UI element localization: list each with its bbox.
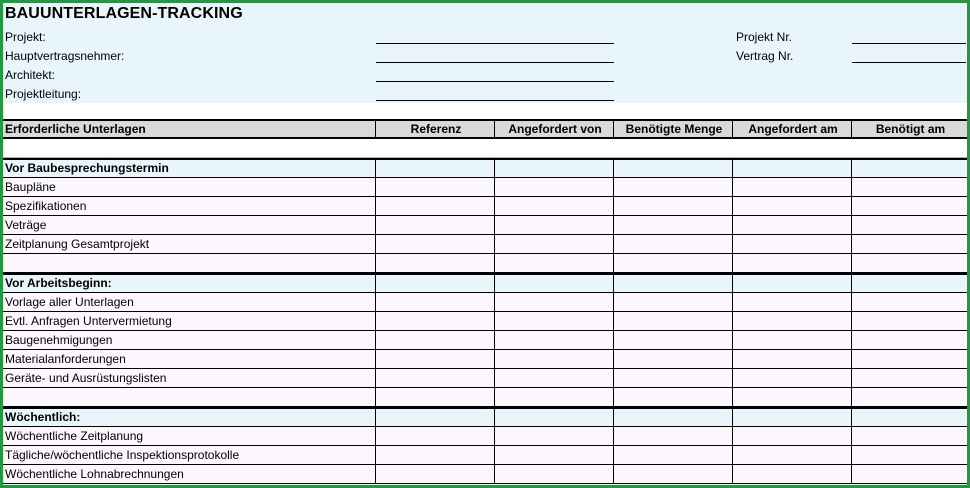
column-header-row-cell[interactable]: Benötigte Menge (614, 119, 733, 139)
table-row-cell[interactable] (852, 293, 967, 312)
table-row-cell[interactable] (495, 369, 614, 388)
hauptvertragsnehmer-input-line[interactable] (376, 62, 614, 63)
table-row-cell[interactable] (376, 350, 495, 369)
project-header (3, 3, 967, 103)
table-row-cell[interactable] (733, 254, 852, 273)
table-row-cell[interactable] (376, 254, 495, 273)
table-row-cell[interactable]: Wöchentliche Zeitplanung (3, 427, 376, 446)
table-row-cell[interactable] (852, 388, 967, 407)
table-row-cell[interactable] (852, 312, 967, 331)
table-row (3, 331, 967, 350)
table-row-cell[interactable]: Baugenehmigungen (3, 331, 376, 350)
table-row-cell[interactable] (495, 312, 614, 331)
table-row-cell[interactable] (376, 216, 495, 235)
table-row-cell[interactable] (614, 465, 733, 484)
section-header-row (3, 158, 967, 178)
table-row-cell[interactable] (495, 331, 614, 350)
table-row-cell[interactable] (852, 178, 967, 197)
section-header-row-cell[interactable] (733, 273, 852, 293)
table-row-cell[interactable] (376, 427, 495, 446)
spacer-row-cell[interactable] (376, 139, 495, 158)
table-row-cell[interactable] (733, 178, 852, 197)
vertrag-nr-input-line[interactable] (852, 62, 966, 63)
table-row-cell[interactable] (733, 216, 852, 235)
table-row-cell[interactable] (376, 446, 495, 465)
section-header-row-cell[interactable]: Wöchentlich: (3, 407, 376, 427)
table-row (3, 350, 967, 369)
table-row-cell[interactable]: Tägliche/wöchentliche Inspektionsprotokolle (3, 446, 376, 465)
spacer-row-cell[interactable] (852, 139, 967, 158)
table-row-cell[interactable] (495, 446, 614, 465)
table-row-cell[interactable] (614, 197, 733, 216)
table-row-cell[interactable]: Veträge (3, 216, 376, 235)
table-row (3, 388, 967, 407)
section-header-row-cell[interactable]: Vor Arbeitsbeginn: (3, 273, 376, 293)
table-row-cell[interactable] (614, 350, 733, 369)
spacer-row-cell[interactable] (495, 139, 614, 158)
table-row-cell[interactable]: Materialanforderungen (3, 350, 376, 369)
field-label-vertrag-nr: Vertrag Nr. (736, 49, 794, 63)
field-label-architekt: Architekt: (5, 68, 56, 82)
table-row-cell[interactable] (376, 293, 495, 312)
table-row-cell[interactable] (376, 235, 495, 254)
table-row-cell[interactable]: Geräte- und Ausrüstungslisten (3, 369, 376, 388)
table-row-cell[interactable] (495, 216, 614, 235)
field-label-projektleitung: Projektleitung: (5, 87, 82, 101)
table-row-cell[interactable] (614, 427, 733, 446)
table-row (3, 446, 967, 465)
section-header-row-cell[interactable] (852, 407, 967, 427)
table-row-cell[interactable] (495, 350, 614, 369)
table-row-cell[interactable] (3, 254, 376, 273)
section-header-row-cell[interactable] (495, 273, 614, 293)
table-row-cell[interactable]: Vorlage aller Unterlagen (3, 293, 376, 312)
table-row (3, 197, 967, 216)
column-header-row-cell[interactable]: Angefordert am (733, 119, 852, 139)
section-header-row (3, 273, 967, 293)
table-row-cell[interactable] (495, 388, 614, 407)
column-header-row (3, 119, 967, 139)
table-row-cell[interactable] (733, 197, 852, 216)
section-header-row-cell[interactable] (614, 407, 733, 427)
column-header-row-cell[interactable]: Angefordert von (495, 119, 614, 139)
table-row (3, 312, 967, 331)
table-row (3, 293, 967, 312)
section-header-row-cell[interactable]: Vor Baubesprechungstermin (3, 158, 376, 178)
tracking-table (3, 119, 967, 484)
table-row-cell[interactable] (495, 427, 614, 446)
table-row-cell[interactable] (852, 254, 967, 273)
table-row-cell[interactable] (852, 369, 967, 388)
table-row-cell[interactable]: Spezifikationen (3, 197, 376, 216)
table-row-cell[interactable] (852, 197, 967, 216)
table-row-cell[interactable] (614, 388, 733, 407)
section-header-row-cell[interactable] (495, 407, 614, 427)
table-row-cell[interactable] (495, 293, 614, 312)
column-header-row-cell[interactable]: Erforderliche Unterlagen (3, 119, 376, 139)
table-row (3, 369, 967, 388)
section-header-row-cell[interactable] (376, 158, 495, 178)
table-row-cell[interactable] (614, 293, 733, 312)
projekt-nr-input-line[interactable] (852, 43, 966, 44)
field-label-projekt-nr: Projekt Nr. (736, 30, 793, 44)
table-row-cell[interactable] (614, 331, 733, 350)
table-row-cell[interactable] (733, 331, 852, 350)
table-row-cell[interactable]: Evtl. Anfragen Untervermietung (3, 312, 376, 331)
table-row (3, 427, 967, 446)
table-row-cell[interactable] (852, 427, 967, 446)
table-row-cell[interactable]: Baupläne (3, 178, 376, 197)
table-row-cell[interactable]: Zeitplanung Gesamtprojekt (3, 235, 376, 254)
table-row-cell[interactable]: Wöchentliche Lohnabrechnungen (3, 465, 376, 484)
section-header-row (3, 407, 967, 427)
table-row (3, 254, 967, 273)
table-row-cell[interactable] (376, 369, 495, 388)
section-header-row-cell[interactable] (852, 273, 967, 293)
table-row-cell[interactable] (733, 293, 852, 312)
spacer-row-cell[interactable] (614, 139, 733, 158)
table-row-cell[interactable] (733, 465, 852, 484)
table-row-cell[interactable] (733, 388, 852, 407)
table-row-cell[interactable] (852, 235, 967, 254)
table-row-cell[interactable] (733, 312, 852, 331)
column-header-row-cell[interactable]: Benötigt am (852, 119, 967, 139)
table-row-cell[interactable] (495, 235, 614, 254)
table-row (3, 178, 967, 197)
section-header-row-cell[interactable] (614, 158, 733, 178)
table-row-cell[interactable] (376, 388, 495, 407)
table-row-cell[interactable] (614, 216, 733, 235)
table-row-cell[interactable] (376, 197, 495, 216)
projektleitung-input-line[interactable] (376, 100, 614, 101)
table-row-cell[interactable] (495, 254, 614, 273)
field-label-hauptvertragsnehmer: Hauptvertragsnehmer: (5, 49, 125, 63)
section-header-row-cell[interactable] (733, 158, 852, 178)
column-header-row-cell[interactable]: Referenz (376, 119, 495, 139)
table-row-cell[interactable] (852, 350, 967, 369)
table-row-cell[interactable] (733, 446, 852, 465)
table-row-cell[interactable] (733, 369, 852, 388)
table-row-cell[interactable] (495, 465, 614, 484)
table-row-cell[interactable] (852, 216, 967, 235)
section-header-row-cell[interactable] (495, 158, 614, 178)
table-row-cell[interactable] (614, 254, 733, 273)
table-row-cell[interactable] (495, 197, 614, 216)
table-row-cell[interactable] (733, 235, 852, 254)
field-label-projekt: Projekt: (5, 30, 46, 44)
table-row-cell[interactable] (614, 178, 733, 197)
section-header-row-cell[interactable] (614, 273, 733, 293)
page-title: BAUUNTERLAGEN-TRACKING (5, 5, 243, 22)
table-row (3, 216, 967, 235)
table-row-cell[interactable] (614, 312, 733, 331)
section-header-row-cell[interactable] (852, 158, 967, 178)
architekt-input-line[interactable] (376, 81, 614, 82)
section-header-row-cell[interactable] (376, 273, 495, 293)
table-row (3, 465, 967, 484)
table-row-cell[interactable] (733, 427, 852, 446)
spacer-row (3, 139, 967, 158)
table-row-cell[interactable] (614, 369, 733, 388)
section-header-row-cell[interactable] (733, 407, 852, 427)
spacer-row-cell[interactable] (3, 139, 376, 158)
table-row-cell[interactable] (733, 350, 852, 369)
table-row-cell[interactable] (852, 331, 967, 350)
section-header-row-cell[interactable] (376, 407, 495, 427)
table-row-cell[interactable] (852, 446, 967, 465)
table-row (3, 235, 967, 254)
table-row-cell[interactable] (614, 446, 733, 465)
spacer-row-cell[interactable] (733, 139, 852, 158)
table-row-cell[interactable] (3, 388, 376, 407)
table-row-cell[interactable] (495, 178, 614, 197)
projekt-input-line[interactable] (376, 43, 614, 44)
table-row-cell[interactable] (852, 465, 967, 484)
table-row-cell[interactable] (376, 178, 495, 197)
table-row-cell[interactable] (376, 331, 495, 350)
table-row-cell[interactable] (376, 312, 495, 331)
table-row-cell[interactable] (376, 465, 495, 484)
table-row-cell[interactable] (614, 235, 733, 254)
